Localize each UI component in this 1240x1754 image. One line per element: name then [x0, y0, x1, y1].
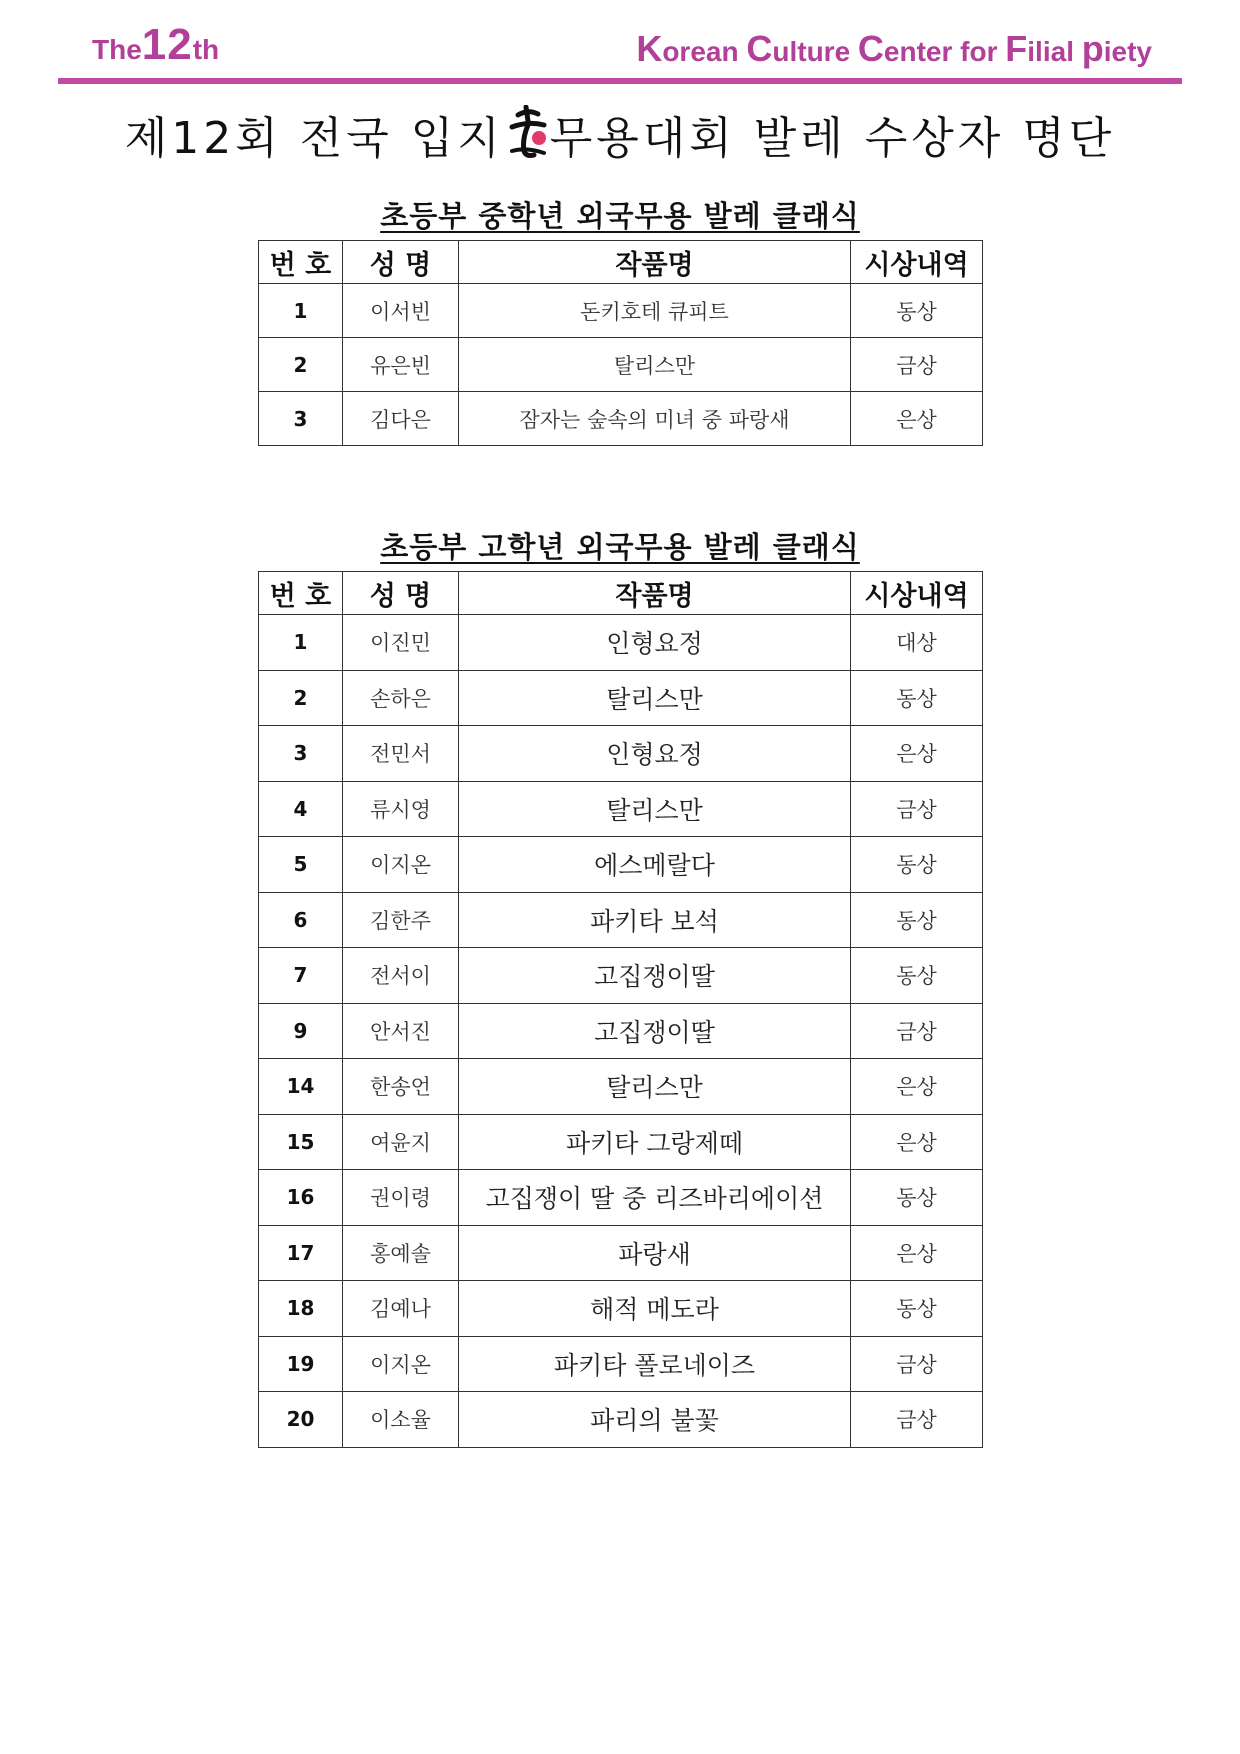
cell-award: 은상 [851, 726, 983, 782]
cell-work: 탈리스만 [459, 1059, 851, 1115]
cell-work: 해적 메도라 [459, 1281, 851, 1337]
column-header-name: 성 명 [343, 572, 459, 615]
cell-name: 김다은 [343, 392, 459, 446]
table-row [259, 1336, 983, 1392]
cell-work: 탈리스만 [459, 670, 851, 726]
table-row [259, 1170, 983, 1226]
column-header-work: 작품명 [459, 572, 851, 615]
cell-award: 은상 [851, 1059, 983, 1115]
cell-name: 홍예솔 [343, 1225, 459, 1281]
edition-label [92, 20, 219, 70]
cell-number: 19 [259, 1336, 343, 1392]
cell-award: 동상 [851, 284, 983, 338]
title-part-2: 무용대회 발레 수상자 명단 [549, 113, 1116, 164]
cell-name: 유은빈 [343, 338, 459, 392]
cell-number: 3 [259, 392, 343, 446]
title-part-1: 제12회 전국 입지 [124, 113, 504, 164]
table-header-row [259, 572, 983, 615]
cell-number: 3 [259, 726, 343, 782]
org-word-filial: ilial [1027, 36, 1082, 67]
cell-award: 은상 [851, 392, 983, 446]
column-header-number: 번 호 [259, 241, 343, 284]
column-header-work: 작품명 [459, 241, 851, 284]
cell-award: 금상 [851, 781, 983, 837]
hyo-calligraphy-emblem-icon [504, 105, 550, 155]
cell-work: 고집쟁이딸 [459, 948, 851, 1004]
edition-number: 12 [141, 20, 193, 69]
table-row [259, 837, 983, 893]
cell-award: 은상 [851, 1114, 983, 1170]
cell-number: 4 [259, 781, 343, 837]
cell-number: 16 [259, 1170, 343, 1226]
column-header-name: 성 명 [343, 241, 459, 284]
org-letter-c2: C [857, 28, 884, 69]
cell-award: 동상 [851, 892, 983, 948]
cell-number: 18 [259, 1281, 343, 1337]
cell-work: 파키타 그랑제떼 [459, 1114, 851, 1170]
cell-name: 한송언 [343, 1059, 459, 1115]
cell-work: 고집쟁이딸 [459, 1003, 851, 1059]
table-row [259, 1059, 983, 1115]
org-letter-p: p [1081, 28, 1104, 69]
cell-award: 동상 [851, 1170, 983, 1226]
table-row [259, 1114, 983, 1170]
cell-name: 권이령 [343, 1170, 459, 1226]
table-row [259, 1225, 983, 1281]
cell-number: 9 [259, 1003, 343, 1059]
cell-work: 에스메랄다 [459, 837, 851, 893]
cell-work: 인형요정 [459, 615, 851, 671]
table-row [259, 948, 983, 1004]
cell-award: 동상 [851, 670, 983, 726]
org-word-culture: ulture [772, 36, 858, 67]
table-row [259, 726, 983, 782]
cell-award: 대상 [851, 615, 983, 671]
cell-number: 2 [259, 670, 343, 726]
cell-name: 이지온 [343, 1336, 459, 1392]
cell-number: 5 [259, 837, 343, 893]
table-row [259, 670, 983, 726]
cell-work: 파랑새 [459, 1225, 851, 1281]
cell-name: 김예나 [343, 1281, 459, 1337]
cell-work: 인형요정 [459, 726, 851, 782]
column-header-number: 번 호 [259, 572, 343, 615]
cell-award: 동상 [851, 837, 983, 893]
cell-name: 류시영 [343, 781, 459, 837]
table-row [259, 615, 983, 671]
cell-number: 1 [259, 284, 343, 338]
cell-name: 안서진 [343, 1003, 459, 1059]
document-title [0, 102, 1240, 166]
cell-number: 14 [259, 1059, 343, 1115]
cell-award: 금상 [851, 1392, 983, 1448]
cell-name: 이진민 [343, 615, 459, 671]
cell-name: 전민서 [343, 726, 459, 782]
cell-work: 파키타 폴로네이즈 [459, 1336, 851, 1392]
cell-number: 7 [259, 948, 343, 1004]
column-header-award: 시상내역 [851, 241, 983, 284]
cell-name: 전서이 [343, 948, 459, 1004]
org-letter-f: F [1005, 28, 1028, 69]
cell-award: 동상 [851, 948, 983, 1004]
org-letter-k: K [636, 28, 663, 69]
cell-work: 돈키호테 큐피트 [459, 284, 851, 338]
cell-work: 파리의 불꽃 [459, 1392, 851, 1448]
org-word-center: enter for [883, 36, 1006, 67]
organization-name [636, 28, 1152, 70]
cell-award: 은상 [851, 1225, 983, 1281]
cell-name: 김한주 [343, 892, 459, 948]
awards-table-middle-grade [258, 240, 983, 446]
cell-number: 15 [259, 1114, 343, 1170]
table-row [259, 892, 983, 948]
org-word-korean: orean [662, 36, 747, 67]
org-letter-c1: C [746, 28, 773, 69]
cell-name: 여윤지 [343, 1114, 459, 1170]
cell-name: 이지온 [343, 837, 459, 893]
awards-table-upper-grade [258, 571, 983, 1448]
cell-award: 금상 [851, 1336, 983, 1392]
cell-number: 2 [259, 338, 343, 392]
cell-work: 탈리스만 [459, 781, 851, 837]
section-title-upper-grade: 초등부 고학년 외국무용 발레 클래식 [380, 530, 860, 564]
section-title-middle-grade: 초등부 중학년 외국무용 발레 클래식 [380, 199, 860, 233]
table-row [259, 1003, 983, 1059]
org-word-piety: iety [1103, 36, 1152, 67]
page-header [58, 20, 1182, 84]
cell-name: 손하은 [343, 670, 459, 726]
cell-number: 1 [259, 615, 343, 671]
table-row [259, 284, 983, 338]
column-header-award: 시상내역 [851, 572, 983, 615]
cell-work: 탈리스만 [459, 338, 851, 392]
edition-prefix: The [92, 34, 142, 65]
table-row [259, 338, 983, 392]
table-row [259, 392, 983, 446]
cell-work: 파키타 보석 [459, 892, 851, 948]
edition-suffix: th [192, 34, 220, 65]
cell-award: 금상 [851, 338, 983, 392]
cell-name: 이서빈 [343, 284, 459, 338]
cell-number: 17 [259, 1225, 343, 1281]
cell-number: 20 [259, 1392, 343, 1448]
table-header-row [259, 241, 983, 284]
table-row [259, 1281, 983, 1337]
header-divider [58, 78, 1182, 84]
cell-work: 고집쟁이 딸 중 리즈바리에이션 [459, 1170, 851, 1226]
cell-work: 잠자는 숲속의 미녀 중 파랑새 [459, 392, 851, 446]
cell-award: 동상 [851, 1281, 983, 1337]
cell-number: 6 [259, 892, 343, 948]
cell-award: 금상 [851, 1003, 983, 1059]
table-row [259, 781, 983, 837]
table-row [259, 1392, 983, 1448]
cell-name: 이소율 [343, 1392, 459, 1448]
